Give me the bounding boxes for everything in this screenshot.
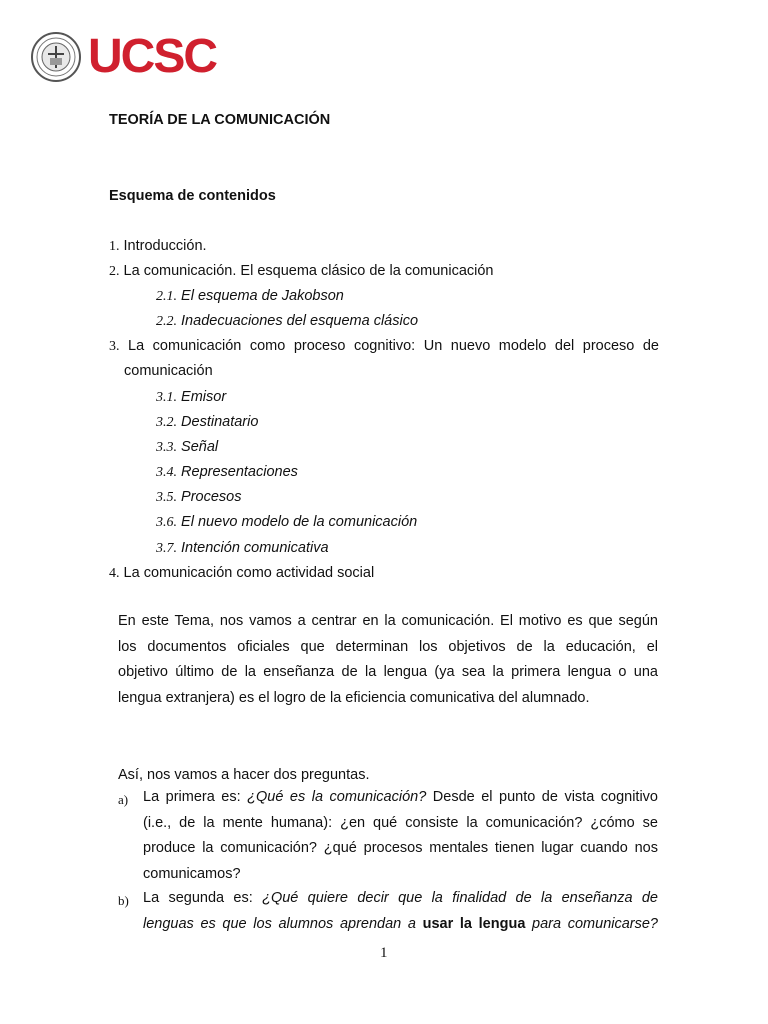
- outline-item: 4. La comunicación como actividad social: [109, 565, 375, 581]
- question-a: La primera es: ¿Qué es la comunicación? Desde el punto de vista cognitivo (i.e., de la mente humana): ¿en qué consiste la comunicación? ¿cómo se produce la comunicación? ¿qué procesos mentales tienen lugar cuando nos comunicamos?: [143, 789, 658, 882]
- questions-lead: Así, nos vamos a hacer dos preguntas.: [118, 767, 370, 783]
- outline-item-continuation: comunicación: [124, 363, 213, 379]
- outline-subitem: 3.4. Representaciones: [156, 464, 298, 480]
- intro-paragraph: En este Tema, nos vamos a centrar en la comunicación. El motivo es que según los documentos oficiales que determinan los objetivos de la educación, el objetivo último de la enseñanza de la lengua (ya sea la primera lengua o una lengua extranjera) es el logro de la eficiencia comunicativa del alumnado.: [118, 613, 658, 706]
- outline-item: 3. La comunicación como proceso cognitivo: Un nuevo modelo del proceso de: [109, 338, 659, 354]
- outline-heading: Esquema de contenidos: [109, 188, 276, 204]
- outline-subitem: 2.2. Inadecuaciones del esquema clásico: [156, 313, 419, 329]
- outline-subitem: 2.1. El esquema de Jakobson: [156, 288, 344, 304]
- outline-item: 2. La comunicación. El esquema clásico de la comunicación: [109, 263, 494, 279]
- outline-subitem: 3.5. Procesos: [156, 489, 242, 505]
- outline-subitem: 3.1. Emisor: [156, 389, 227, 405]
- question-b: La segunda es: ¿Qué quiere decir que la finalidad de la enseñanza de lenguas es que los alumnos aprendan a usar la lengua para comunicarse?: [143, 890, 658, 932]
- ucsc-logo-text: UCSC: [88, 30, 217, 83]
- outline-subitem: 3.7. Intención comunicativa: [156, 540, 329, 556]
- list-label-b: b): [118, 893, 129, 908]
- outline-item: 1. Introducción.: [109, 238, 207, 254]
- list-label-a: a): [118, 792, 129, 807]
- outline-subitem: 3.2. Destinatario: [156, 414, 259, 430]
- page-number: 1: [380, 945, 388, 961]
- outline-subitem: 3.6. El nuevo modelo de la comunicación: [156, 514, 418, 530]
- university-seal-icon: [30, 30, 82, 84]
- outline-subitem: 3.3. Señal: [156, 439, 219, 455]
- page-title: TEORÍA DE LA COMUNICACIÓN: [109, 112, 331, 128]
